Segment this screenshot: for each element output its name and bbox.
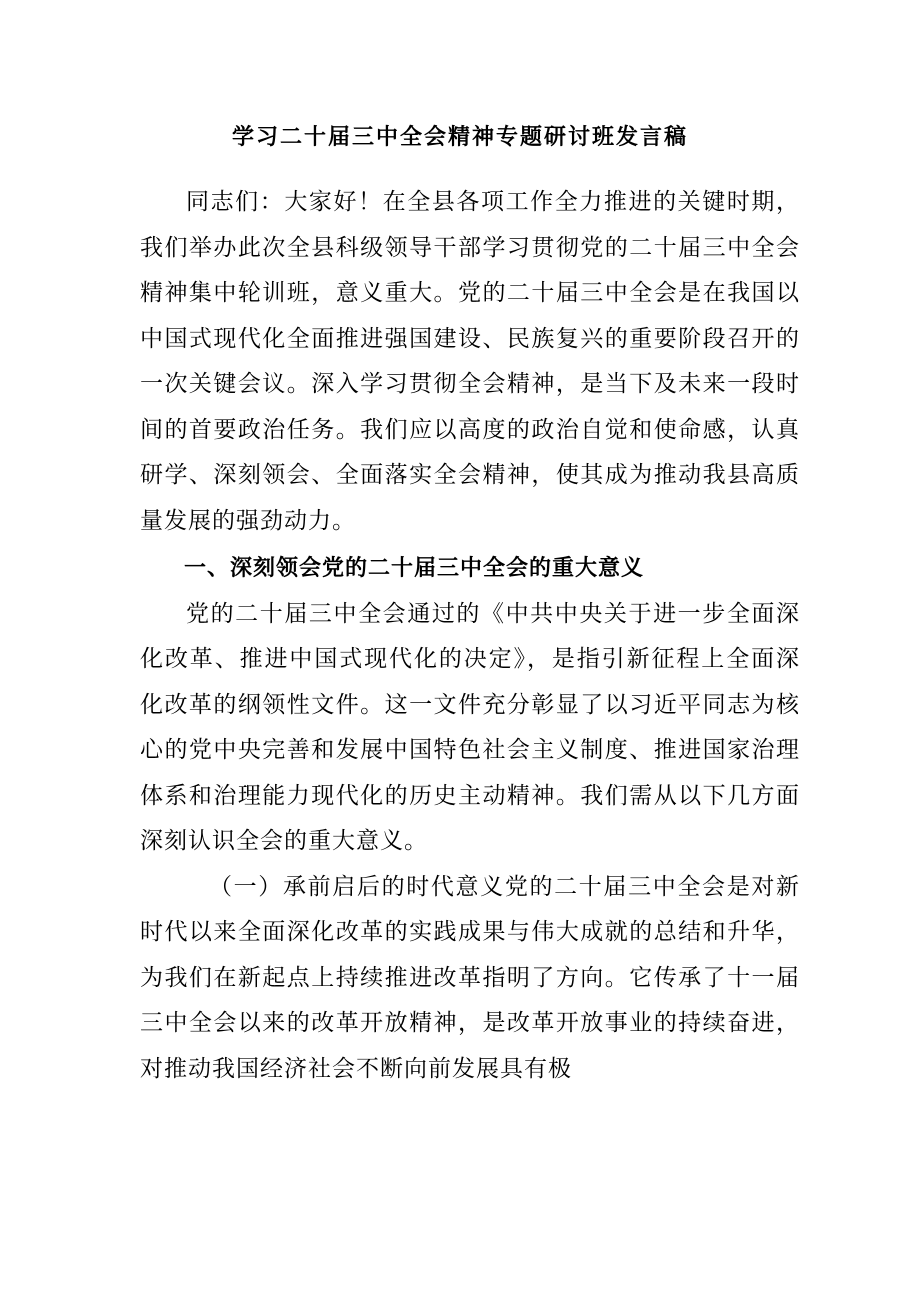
paragraph-opening: 同志们：大家好！在全县各项工作全力推进的关键时期，我们举办此次全县科级领导干部学习贯彻党的二十届三中全会精神集中轮训班，意义重大。党的二十届三中全会是在我国以中国式现代化全面推进强国建设、民族复兴的重要阶段召开的一次关键会议。深入学习贯彻全会精神，是当下及未来一段时间的首要政治任务。我们应以高度的政治自觉和使命感，认真研学、深刻领会、全面落实全会精神，使其成为推动我县高质量发展的强劲动力。 (140, 189, 800, 534)
document-title: 学习二十届三中全会精神专题研讨班发言稿 (231, 125, 688, 150)
section-heading: 一、深刻领会党的二十届三中全会的重大意义 (184, 556, 645, 581)
paragraph-significance: 党的二十届三中全会通过的《中共中央关于进一步全面深化改革、推进中国式现代化的决定》，是指引新征程上全面深化改革的纲领性文件。这一文件充分彰显了以习近平同志为核心的党中央完善和发展中国特色社会主义制度、推进国家治理体系和治理能力现代化的历史主动精神。我们需从以下几方面深刻认识全会的重大意义。 (140, 600, 800, 854)
paragraph-subsection-one: （一）承前启后的时代意义党的二十届三中全会是对新时代以来全面深化改革的实践成果与伟大成就的总结和升华，为我们在新起点上持续推进改革指明了方向。它传承了十一届三中全会以来的改革开放精神，是改革开放事业的持续奋进，对推动我国经济社会不断向前发展具有极 (140, 873, 800, 1082)
document-body (140, 180, 800, 1092)
